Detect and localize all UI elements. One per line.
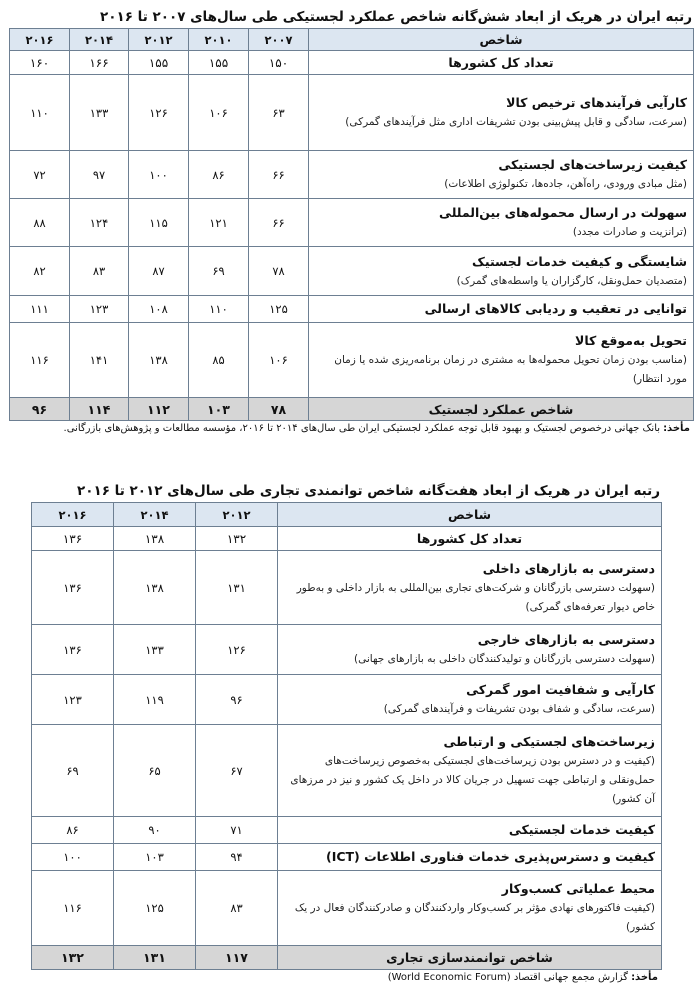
total-label: شاخص عملکرد لجستیک: [309, 398, 694, 421]
table-row: [10, 151, 694, 199]
indicator-name: محیط عملیاتی کسب‌وکار: [501, 881, 655, 896]
rank-value: ۱۰۶: [189, 75, 249, 151]
rank-value: ۸۶: [32, 817, 114, 844]
indicator-cell: [278, 871, 662, 946]
rank-value: ۶۳: [249, 75, 309, 151]
rank-value: ۸۳: [70, 247, 129, 296]
country-count-value: ۱۶۰: [10, 51, 70, 75]
table1-header-row: [10, 29, 694, 51]
table2-header-year: ۲۰۱۴: [114, 503, 196, 527]
indicator-name: دسترسی به بازارهای داخلی: [482, 560, 655, 576]
table1-header-year: ۲۰۱۲: [129, 29, 189, 51]
table2-title: رتبه ایران در هریک از ابعاد هفت‌گانه شاخص توانمندی تجاری طی سال‌های ۲۰۱۲ تا ۲۰۱۶: [77, 483, 660, 499]
table1-total-row: [10, 398, 694, 421]
rank-value: ۷۸: [249, 247, 309, 296]
country-count-label: تعداد کل کشورها: [309, 51, 694, 75]
rank-value: ۱۰۰: [129, 151, 189, 199]
table-row: [10, 323, 694, 398]
rank-value: ۶۵: [114, 725, 196, 817]
rank-value: ۱۱۵: [129, 199, 189, 247]
total-value: ۱۱۷: [196, 946, 278, 970]
table1-header-year: ۲۰۱۶: [10, 29, 70, 51]
source-label: مأخذ:: [663, 423, 690, 434]
country-count-value: ۱۳۲: [196, 527, 278, 551]
indicator-cell: [309, 296, 694, 323]
source-label: مأخذ:: [631, 972, 658, 983]
total-value: ۱۰۳: [189, 398, 249, 421]
indicator-name: کیفیت و دسترس‌پذیری خدمات فناوری اطلاعات (ICT): [325, 849, 655, 864]
total-value: ۷۸: [249, 398, 309, 421]
rank-value: ۱۲۱: [189, 199, 249, 247]
indicator-description: (مناسب بودن زمان تحویل محموله‌ها به مشتری در زمان برنامه‌ریزی شده یا زمان مورد انتظار): [334, 354, 687, 385]
indicator-cell: [309, 323, 694, 398]
source-text: بانک جهانی درخصوص لجستیک و بهبود قابل توجه عملکرد لجستیکی ایران طی سال‌های ۲۰۱۴ تا ۲۰۱۶، مؤسسه مطالعات و پژوهش‌های بازرگانی.: [63, 423, 661, 434]
total-value: ۱۳۲: [32, 946, 114, 970]
indicator-cell: [278, 725, 662, 817]
indicator-cell: [278, 625, 662, 675]
rank-value: ۱۳۸: [129, 323, 189, 398]
rank-value: ۶۹: [189, 247, 249, 296]
rank-value: ۱۳۶: [32, 551, 114, 625]
indicator-name: کیفیت خدمات لجستیکی: [508, 822, 655, 837]
table-row: [10, 199, 694, 247]
country-count-value: ۱۵۵: [129, 51, 189, 75]
trade-enabling-section: [32, 480, 662, 986]
table-row: [32, 675, 662, 725]
rank-value: ۹۰: [114, 817, 196, 844]
indicator-description: (ترانزیت و صادرات مجدد): [572, 226, 687, 238]
indicator-name: سهولت در ارسال محموله‌های بین‌المللی: [439, 205, 687, 220]
rank-value: ۷۱: [196, 817, 278, 844]
rank-value: ۸۶: [189, 151, 249, 199]
table-row: [32, 551, 662, 625]
country-count-value: ۱۵۰: [249, 51, 309, 75]
table2-total-row: [32, 946, 662, 970]
rank-value: ۱۲۳: [70, 296, 129, 323]
rank-value: ۸۳: [196, 871, 278, 946]
table2-header-year: ۲۰۱۲: [196, 503, 278, 527]
country-count-value: ۱۵۵: [189, 51, 249, 75]
table-row: [10, 75, 694, 151]
rank-value: ۱۲۳: [32, 675, 114, 725]
table2-header-year: ۲۰۱۶: [32, 503, 114, 527]
indicator-cell: [309, 75, 694, 151]
country-count-label: تعداد کل کشورها: [278, 527, 662, 551]
total-value: ۱۳۱: [114, 946, 196, 970]
country-count-value: ۱۳۶: [32, 527, 114, 551]
rank-value: ۱۲۴: [70, 199, 129, 247]
indicator-name: تحویل به‌موقع کالا: [575, 333, 687, 348]
indicator-cell: [278, 844, 662, 871]
table2-header-indicator: شاخص: [278, 503, 662, 527]
table1-header-year: ۲۰۰۷: [249, 29, 309, 51]
rank-value: ۶۶: [249, 151, 309, 199]
trade-enabling-table: [31, 502, 662, 970]
rank-value: ۸۵: [189, 323, 249, 398]
indicator-cell: [278, 551, 662, 625]
table1-source: [10, 421, 694, 437]
indicator-description: (سهولت دسترسی بازرگانان و تولیدکنندگان داخلی به بازارهای جهانی): [354, 653, 655, 665]
indicator-description: (کیفیت و در دسترس بودن زیرساخت‌های لجستیکی به‌خصوص زیرساخت‌های حمل‌ونقلی و ارتباطی جهت تسهیل در جریان کالا در داخل یک کشور و نیز در مرزهای آن کشور): [290, 755, 655, 805]
rank-value: ۱۰۶: [249, 323, 309, 398]
table-row: [32, 817, 662, 844]
rank-value: ۱۳۸: [114, 551, 196, 625]
table-row: [32, 625, 662, 675]
table1-header-year: ۲۰۱۰: [189, 29, 249, 51]
rank-value: ۸۷: [129, 247, 189, 296]
indicator-name: کارآیی فرآیندهای ترخیص کالا: [506, 95, 687, 110]
table-row: [32, 871, 662, 946]
rank-value: ۶۶: [249, 199, 309, 247]
indicator-name: دسترسی به بازارهای خارجی: [477, 632, 655, 647]
rank-value: ۱۲۵: [249, 296, 309, 323]
rank-value: ۶۷: [196, 725, 278, 817]
table1-header-indicator: شاخص: [309, 29, 694, 51]
indicator-description: (کیفیت فاکتورهای نهادی مؤثر بر کسب‌وکار واردکنندگان و صادرکنندگان فعال در یک کشور): [294, 902, 655, 933]
rank-value: ۷۲: [10, 151, 70, 199]
table1-country-count-row: [10, 51, 694, 75]
table1-header-year: ۲۰۱۴: [70, 29, 129, 51]
indicator-name: شایستگی و کیفیت خدمات لجستیک: [472, 253, 687, 269]
rank-value: ۱۰۸: [129, 296, 189, 323]
indicator-cell: [278, 675, 662, 725]
rank-value: ۱۱۶: [10, 323, 70, 398]
rank-value: ۸۸: [10, 199, 70, 247]
table1-title: رتبه ایران در هریک از ابعاد شش‌گانه شاخص عملکرد لجستیکی طی سال‌های ۲۰۰۷ تا ۲۰۱۶: [99, 9, 692, 25]
table-row: [32, 844, 662, 871]
total-value: ۱۱۴: [70, 398, 129, 421]
country-count-value: ۱۶۶: [70, 51, 129, 75]
indicator-cell: [309, 151, 694, 199]
table2-header-row: [32, 503, 662, 527]
rank-value: ۹۴: [196, 844, 278, 871]
rank-value: ۱۲۶: [196, 625, 278, 675]
indicator-description: (سرعت، سادگی و شفاف بودن تشریفات و فرآیندهای گمرکی): [383, 703, 655, 715]
rank-value: ۱۱۶: [32, 871, 114, 946]
indicator-description: (سهولت دسترسی بازرگانان و شرکت‌های تجاری بین‌المللی به بازار داخلی و به‌طور خاص دیوار تعرفه‌های گمرکی): [296, 581, 655, 613]
table-row: [32, 725, 662, 817]
rank-value: ۱۱۰: [10, 75, 70, 151]
rank-value: ۸۲: [10, 247, 70, 296]
rank-value: ۱۴۱: [70, 323, 129, 398]
indicator-name: زیرساخت‌های لجستیکی و ارتباطی: [443, 734, 655, 749]
indicator-name: کیفیت زیرساخت‌های لجستیکی: [498, 157, 687, 172]
rank-value: ۱۳۶: [32, 625, 114, 675]
rank-value: ۱۲۶: [129, 75, 189, 151]
rank-value: ۱۰۳: [114, 844, 196, 871]
rank-value: ۹۷: [70, 151, 129, 199]
total-value: ۹۶: [10, 398, 70, 421]
rank-value: ۱۱۹: [114, 675, 196, 725]
rank-value: ۱۲۵: [114, 871, 196, 946]
country-count-value: ۱۳۸: [114, 527, 196, 551]
indicator-name: کارآیی و شفافیت امور گمرکی: [466, 682, 655, 697]
total-label: شاخص توانمندسازی تجاری: [278, 946, 662, 970]
table2-country-count-row: [32, 527, 662, 551]
logistics-performance-section: [10, 6, 694, 437]
rank-value: ۹۶: [196, 675, 278, 725]
table-row: [10, 247, 694, 296]
indicator-cell: [278, 817, 662, 844]
indicator-description: (متصدیان حمل‌ونقل، کارگزاران یا واسطه‌های گمرک): [456, 274, 687, 287]
rank-value: ۶۹: [32, 725, 114, 817]
indicator-description: (سرعت، سادگی و قابل پیش‌بینی بودن تشریفات اداری مثل فرآیندهای گمرکی): [345, 116, 687, 128]
indicator-name: توانایی در تعقیب و ردیابی کالاهای ارسالی: [424, 301, 687, 316]
total-value: ۱۱۲: [129, 398, 189, 421]
rank-value: ۱۳۳: [70, 75, 129, 151]
rank-value: ۱۱۱: [10, 296, 70, 323]
table2-source: [32, 970, 662, 986]
rank-value: ۱۳۳: [114, 625, 196, 675]
rank-value: ۱۳۱: [196, 551, 278, 625]
indicator-cell: [309, 199, 694, 247]
rank-value: ۱۰۰: [32, 844, 114, 871]
logistics-performance-table: [9, 28, 694, 421]
source-text: گزارش مجمع جهانی اقتصاد (World Economic Forum): [387, 972, 629, 983]
indicator-cell: [309, 247, 694, 296]
indicator-description: (مثل مبادی ورودی، راه‌آهن، جاده‌ها، تکنولوژی اطلاعات): [444, 178, 687, 190]
rank-value: ۱۱۰: [189, 296, 249, 323]
table-row: [10, 296, 694, 323]
